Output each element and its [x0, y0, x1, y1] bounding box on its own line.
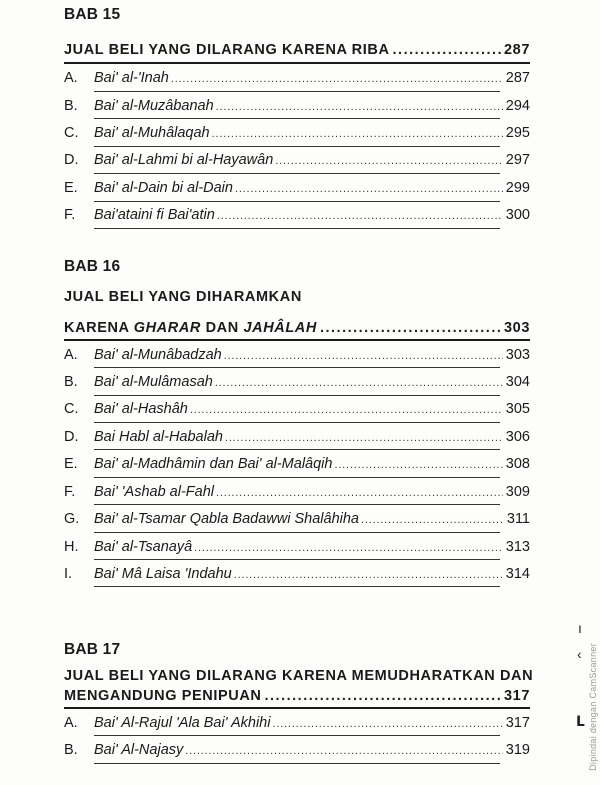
bab-17-page: 317	[504, 688, 530, 704]
item-underline	[94, 763, 500, 764]
item-page: 309	[505, 484, 530, 500]
item-letter: H.	[64, 539, 79, 555]
margin-mark: ‹	[577, 646, 582, 662]
leader-dots	[216, 483, 503, 503]
item-underline	[94, 395, 500, 396]
toc-item[interactable]	[64, 178, 530, 198]
item-letter: C.	[64, 125, 79, 141]
item-name: Bai' al-Madhâmin dan Bai' al-Malâqih	[94, 456, 333, 472]
title-line-1: JUAL BELI YANG DIHARAMKAN	[64, 289, 302, 305]
item-letter: B.	[64, 98, 78, 114]
leader-dots	[185, 741, 503, 761]
leader-dots	[234, 565, 503, 585]
leader-dots	[212, 124, 503, 144]
item-page: 308	[505, 456, 530, 472]
item-name: Bai' al-Muzâbanah	[94, 98, 214, 114]
bab-16-label: BAB 16	[64, 258, 121, 275]
leader-dots	[225, 428, 503, 448]
item-page: 287	[505, 70, 530, 86]
item-letter: E.	[64, 180, 78, 196]
item-name: Bai' al-Tsanayâ	[94, 539, 193, 555]
item-underline	[94, 735, 500, 736]
item-underline	[94, 367, 500, 368]
item-page: 305	[505, 401, 530, 417]
toc-item[interactable]	[64, 399, 530, 419]
bab-15-label: BAB 15	[64, 6, 121, 23]
item-page: 300	[505, 207, 530, 223]
item-page: 314	[505, 566, 530, 582]
margin-mark: ı	[578, 620, 582, 636]
item-name: Bai' al-Dain bi al-Dain	[94, 180, 233, 196]
leader-dots	[190, 400, 503, 420]
item-page: 306	[505, 429, 530, 445]
item-page: 313	[505, 539, 530, 555]
item-underline	[94, 504, 500, 505]
item-letter: F.	[64, 484, 76, 500]
item-name: Bai Habl al-Habalah	[94, 429, 223, 445]
item-name: Bai' 'Ashab al-Fahl	[94, 484, 214, 500]
leader-dots	[194, 538, 503, 558]
leader-dots	[265, 686, 502, 706]
leader-dots	[393, 40, 501, 60]
bab-15-title: JUAL BELI YANG DILARANG KARENA RIBA	[64, 42, 390, 58]
item-underline	[94, 422, 500, 423]
item-letter: E.	[64, 456, 78, 472]
item-letter: B.	[64, 374, 78, 390]
item-underline	[94, 477, 500, 478]
item-page: 304	[505, 374, 530, 390]
leader-dots	[320, 318, 501, 338]
leader-dots	[235, 179, 503, 199]
item-page: 317	[505, 715, 530, 731]
leader-dots	[272, 714, 502, 734]
item-name: Bai' Al-Rajul 'Ala Bai' Akhihi	[94, 715, 271, 731]
scanner-watermark: Dipindai dengan CamScanner	[588, 643, 598, 771]
item-letter: G.	[64, 511, 80, 527]
item-name: Bai' al-Hashâh	[94, 401, 188, 417]
item-name: Bai' al-Tsamar Qabla Badawwi Shalâhiha	[94, 511, 359, 527]
item-letter: D.	[64, 152, 79, 168]
toc-item[interactable]	[64, 68, 530, 88]
leader-dots	[275, 151, 503, 171]
title-line-2: MENGANDUNG PENIPUAN	[64, 688, 262, 704]
item-underline	[94, 532, 500, 533]
bab-15-page: 287	[504, 42, 530, 58]
leader-dots	[217, 206, 503, 226]
item-letter: I.	[64, 566, 73, 582]
item-letter: F.	[64, 207, 76, 223]
title-rule	[64, 339, 530, 341]
item-underline	[94, 449, 500, 450]
item-name: Bai' al-Muhâlaqah	[94, 125, 210, 141]
title-rule	[64, 707, 530, 709]
item-page: 303	[505, 347, 530, 363]
item-letter: A.	[64, 715, 78, 731]
toc-item[interactable]	[64, 372, 530, 392]
item-underline	[94, 91, 500, 92]
item-page: 297	[505, 152, 530, 168]
toc-item[interactable]	[64, 345, 530, 365]
margin-mark: ᒪ	[576, 713, 585, 729]
item-underline	[94, 146, 500, 147]
title-rule	[64, 62, 530, 64]
title-line-1: JUAL BELI YANG DILARANG KARENA MEMUDHARATKAN DAN	[64, 668, 534, 684]
bab-15-title-row	[64, 40, 530, 60]
item-letter: A.	[64, 347, 78, 363]
toc-item[interactable]	[64, 537, 530, 557]
toc-item[interactable]	[64, 509, 530, 529]
item-name: Bai' al-Lahmi bi al-Hayawân	[94, 152, 274, 168]
toc-item[interactable]	[64, 205, 530, 225]
title-line-2: KARENA GHARAR DAN JAHÂLAH	[64, 320, 317, 336]
item-letter: A.	[64, 70, 78, 86]
item-letter: C.	[64, 401, 79, 417]
toc-item[interactable]	[64, 482, 530, 502]
bab-16-title-row	[64, 318, 530, 338]
item-name: Bai'ataini fi Bai'atin	[94, 207, 215, 223]
leader-dots	[334, 455, 502, 475]
item-letter: D.	[64, 429, 79, 445]
leader-dots	[215, 373, 503, 393]
toc-item[interactable]	[64, 564, 530, 584]
item-name: Bai' Al-Najasy	[94, 742, 184, 758]
leader-dots	[216, 97, 503, 117]
item-underline	[94, 228, 500, 229]
item-page: 294	[505, 98, 530, 114]
item-page: 311	[506, 511, 530, 527]
item-underline	[94, 201, 500, 202]
bab-16-page: 303	[504, 320, 530, 336]
item-name: Bai' al-Mulâmasah	[94, 374, 213, 390]
toc-item[interactable]	[64, 150, 530, 170]
item-name: Bai' al-Munâbadzah	[94, 347, 222, 363]
leader-dots	[361, 510, 504, 530]
item-underline	[94, 559, 500, 560]
item-letter: B.	[64, 742, 78, 758]
bab-17-label: BAB 17	[64, 641, 121, 658]
item-name: Bai' al-'Inah	[94, 70, 169, 86]
toc-item[interactable]	[64, 96, 530, 116]
toc-item[interactable]	[64, 713, 530, 733]
leader-dots	[171, 69, 503, 89]
item-page: 295	[505, 125, 530, 141]
toc-item[interactable]	[64, 123, 530, 143]
item-underline	[94, 173, 500, 174]
toc-item[interactable]	[64, 454, 530, 474]
item-page: 299	[505, 180, 530, 196]
toc-item[interactable]	[64, 427, 530, 447]
toc-item[interactable]	[64, 740, 530, 760]
item-page: 319	[505, 742, 530, 758]
leader-dots	[224, 346, 503, 366]
item-name: Bai' Mâ Laisa 'Indahu	[94, 566, 232, 582]
item-underline	[94, 586, 500, 587]
item-underline	[94, 118, 500, 119]
bab-17-title-row	[64, 686, 530, 706]
